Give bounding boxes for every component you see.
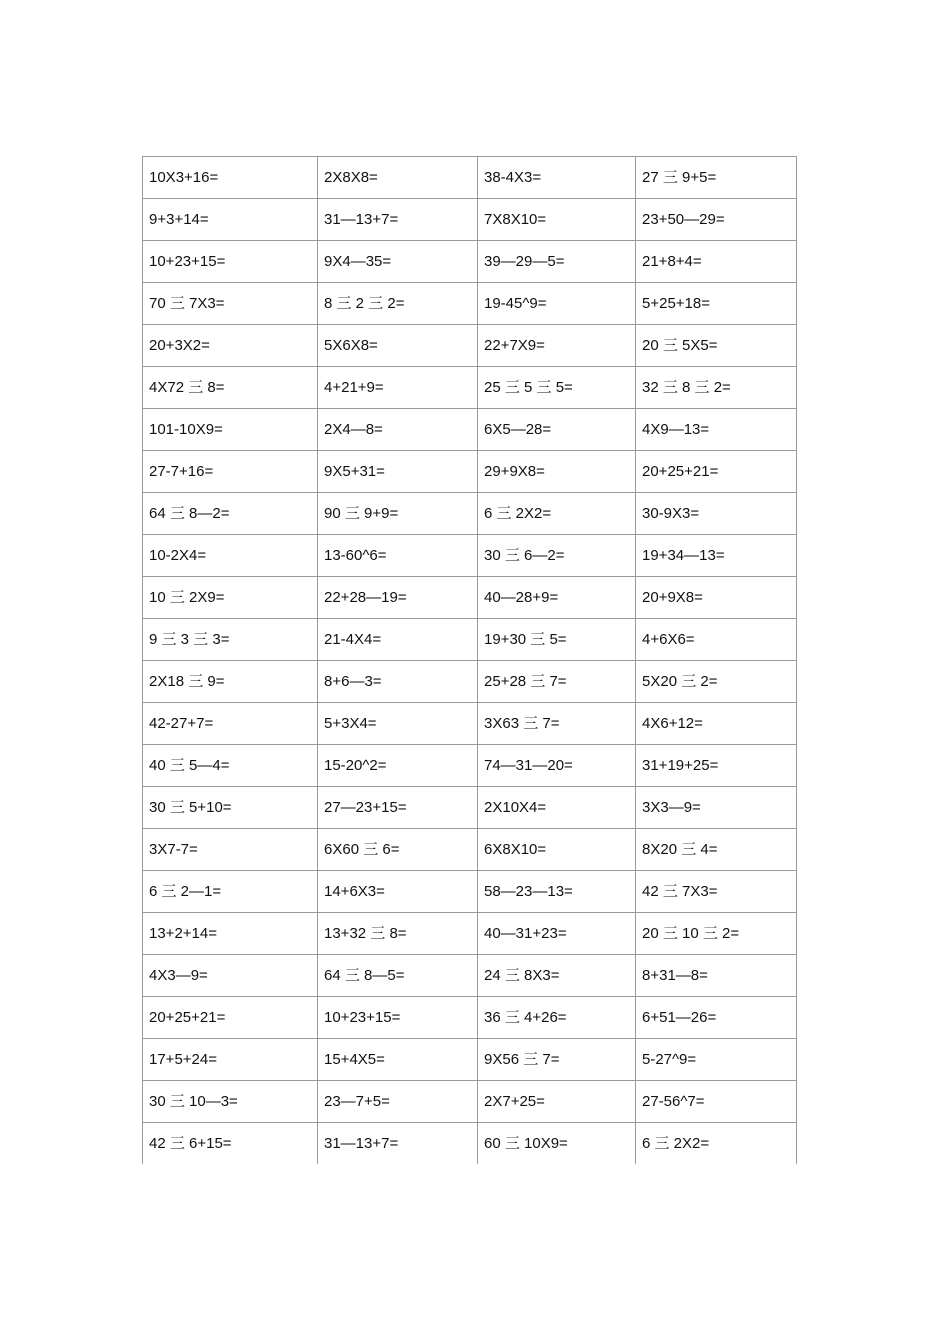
problem-cell: 39—29—5= <box>478 241 636 283</box>
problem-cell: 6 三 2—1= <box>143 871 318 913</box>
problem-cell: 23+50—29= <box>636 199 797 241</box>
table-row <box>143 955 797 997</box>
problem-cell: 5+25+18= <box>636 283 797 325</box>
problem-cell: 6X60 三 6= <box>318 829 478 871</box>
table-row <box>143 577 797 619</box>
problem-cell: 4+21+9= <box>318 367 478 409</box>
problem-cell: 20+25+21= <box>636 451 797 493</box>
problem-cell: 6 三 2X2= <box>636 1123 797 1165</box>
table-row <box>143 241 797 283</box>
problem-cell: 9X5+31= <box>318 451 478 493</box>
table-row <box>143 535 797 577</box>
problem-cell: 10 三 2X9= <box>143 577 318 619</box>
problem-cell: 19+34—13= <box>636 535 797 577</box>
problem-table-body <box>143 157 797 1165</box>
problem-cell: 8+31—8= <box>636 955 797 997</box>
problem-cell: 21+8+4= <box>636 241 797 283</box>
problem-cell: 25+28 三 7= <box>478 661 636 703</box>
problem-cell: 4X6+12= <box>636 703 797 745</box>
problem-cell: 8X20 三 4= <box>636 829 797 871</box>
problem-cell: 25 三 5 三 5= <box>478 367 636 409</box>
table-row <box>143 325 797 367</box>
table-row <box>143 283 797 325</box>
problem-cell: 3X63 三 7= <box>478 703 636 745</box>
problem-cell: 64 三 8—2= <box>143 493 318 535</box>
problem-cell: 30 三 10—3= <box>143 1081 318 1123</box>
problem-cell: 4X3—9= <box>143 955 318 997</box>
table-row <box>143 661 797 703</box>
table-row <box>143 1081 797 1123</box>
problem-cell: 29+9X8= <box>478 451 636 493</box>
problem-cell: 6X5—28= <box>478 409 636 451</box>
table-row <box>143 199 797 241</box>
problem-cell: 5+3X4= <box>318 703 478 745</box>
problem-cell: 10+23+15= <box>318 997 478 1039</box>
problem-cell: 9 三 3 三 3= <box>143 619 318 661</box>
table-row <box>143 493 797 535</box>
problem-cell: 10X3+16= <box>143 157 318 199</box>
problem-cell: 58—23—13= <box>478 871 636 913</box>
table-row <box>143 451 797 493</box>
problem-cell: 20 三 5X5= <box>636 325 797 367</box>
problem-cell: 42 三 7X3= <box>636 871 797 913</box>
problem-cell: 8+6—3= <box>318 661 478 703</box>
problem-cell: 6X8X10= <box>478 829 636 871</box>
problem-cell: 2X10X4= <box>478 787 636 829</box>
problem-cell: 22+7X9= <box>478 325 636 367</box>
problem-cell: 2X18 三 9= <box>143 661 318 703</box>
problem-cell: 20+9X8= <box>636 577 797 619</box>
table-row <box>143 997 797 1039</box>
problem-cell: 17+5+24= <box>143 1039 318 1081</box>
problem-cell: 27-7+16= <box>143 451 318 493</box>
table-row <box>143 787 797 829</box>
problem-cell: 42-27+7= <box>143 703 318 745</box>
problem-cell: 32 三 8 三 2= <box>636 367 797 409</box>
problem-cell: 30 三 6—2= <box>478 535 636 577</box>
problem-cell: 5-27^9= <box>636 1039 797 1081</box>
problem-cell: 74—31—20= <box>478 745 636 787</box>
problem-cell: 14+6X3= <box>318 871 478 913</box>
problem-cell: 30-9X3= <box>636 493 797 535</box>
problem-cell: 27—23+15= <box>318 787 478 829</box>
table-row <box>143 871 797 913</box>
problem-cell: 27 三 9+5= <box>636 157 797 199</box>
table-row <box>143 745 797 787</box>
problem-cell: 42 三 6+15= <box>143 1123 318 1165</box>
problem-cell: 3X3—9= <box>636 787 797 829</box>
problem-cell: 9+3+14= <box>143 199 318 241</box>
problem-cell: 40 三 5—4= <box>143 745 318 787</box>
problem-cell: 40—28+9= <box>478 577 636 619</box>
problem-cell: 31—13+7= <box>318 1123 478 1165</box>
problem-cell: 24 三 8X3= <box>478 955 636 997</box>
problem-cell: 15-20^2= <box>318 745 478 787</box>
problem-cell: 5X6X8= <box>318 325 478 367</box>
problem-cell: 2X4—8= <box>318 409 478 451</box>
problem-cell: 27-56^7= <box>636 1081 797 1123</box>
table-row <box>143 703 797 745</box>
problem-cell: 31—13+7= <box>318 199 478 241</box>
problem-cell: 20+25+21= <box>143 997 318 1039</box>
problem-cell: 4X9—13= <box>636 409 797 451</box>
problem-cell: 5X20 三 2= <box>636 661 797 703</box>
problem-cell: 64 三 8—5= <box>318 955 478 997</box>
problem-cell: 15+4X5= <box>318 1039 478 1081</box>
problem-cell: 60 三 10X9= <box>478 1123 636 1165</box>
problem-cell: 10-2X4= <box>143 535 318 577</box>
worksheet <box>142 156 796 1164</box>
table-row <box>143 409 797 451</box>
problem-cell: 40—31+23= <box>478 913 636 955</box>
problem-cell: 9X4—35= <box>318 241 478 283</box>
table-row <box>143 619 797 661</box>
problem-cell: 36 三 4+26= <box>478 997 636 1039</box>
problem-cell: 30 三 5+10= <box>143 787 318 829</box>
problem-cell: 19+30 三 5= <box>478 619 636 661</box>
problem-cell: 3X7-7= <box>143 829 318 871</box>
table-row <box>143 367 797 409</box>
problem-cell: 70 三 7X3= <box>143 283 318 325</box>
problem-cell: 6 三 2X2= <box>478 493 636 535</box>
problem-cell: 9X56 三 7= <box>478 1039 636 1081</box>
problem-cell: 20 三 10 三 2= <box>636 913 797 955</box>
problem-cell: 38-4X3= <box>478 157 636 199</box>
problem-cell: 31+19+25= <box>636 745 797 787</box>
problem-cell: 13-60^6= <box>318 535 478 577</box>
problem-cell: 22+28—19= <box>318 577 478 619</box>
problem-cell: 21-4X4= <box>318 619 478 661</box>
problem-cell: 4+6X6= <box>636 619 797 661</box>
problem-cell: 13+2+14= <box>143 913 318 955</box>
problem-cell: 19-45^9= <box>478 283 636 325</box>
problem-cell: 20+3X2= <box>143 325 318 367</box>
problem-cell: 4X72 三 8= <box>143 367 318 409</box>
problem-cell: 6+51—26= <box>636 997 797 1039</box>
problem-cell: 101-10X9= <box>143 409 318 451</box>
problem-cell: 10+23+15= <box>143 241 318 283</box>
table-row <box>143 157 797 199</box>
problem-cell: 8 三 2 三 2= <box>318 283 478 325</box>
table-row <box>143 913 797 955</box>
arithmetic-problem-table <box>142 156 797 1164</box>
problem-cell: 2X7+25= <box>478 1081 636 1123</box>
problem-cell: 7X8X10= <box>478 199 636 241</box>
problem-cell: 2X8X8= <box>318 157 478 199</box>
problem-cell: 13+32 三 8= <box>318 913 478 955</box>
problem-cell: 90 三 9+9= <box>318 493 478 535</box>
problem-cell: 23—7+5= <box>318 1081 478 1123</box>
table-row <box>143 1123 797 1165</box>
table-row <box>143 1039 797 1081</box>
table-row <box>143 829 797 871</box>
